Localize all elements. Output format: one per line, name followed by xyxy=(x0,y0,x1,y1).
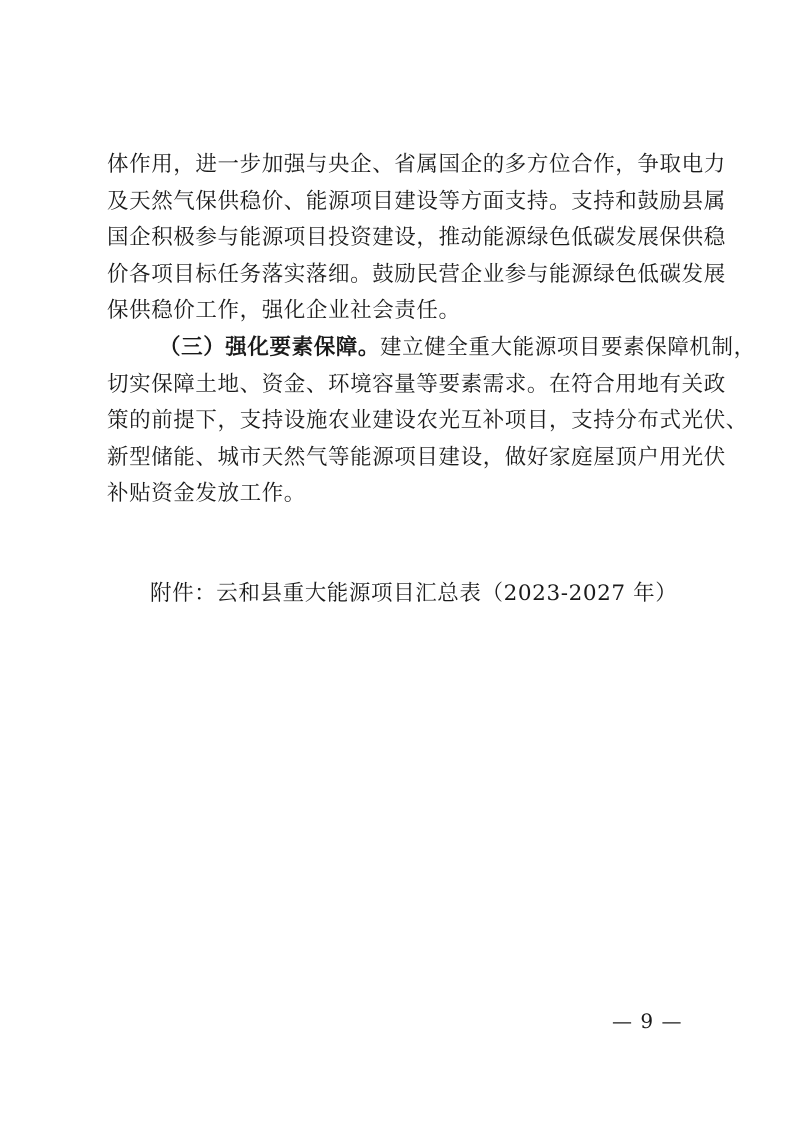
paragraph-2-line-1 xyxy=(107,330,756,367)
paragraph-1-line-3: 国企积极参与能源项目投资建设，推动能源绿色低碳发展保供稳 xyxy=(107,225,726,251)
page-number: — 9 — xyxy=(612,1009,683,1033)
paragraph-2-line-3: 策的前提下，支持设施农业建设农光互补项目，支持分布式光伏、 xyxy=(107,408,748,434)
paragraph-2 xyxy=(107,330,756,513)
paragraph-1-line-4: 价各项目标任务落实落细。鼓励民营企业参与能源绿色低碳发展 xyxy=(107,261,726,287)
paragraph-1 xyxy=(107,147,726,330)
paragraph-1-line-5: 保供稳价工作，强化企业社会责任。 xyxy=(107,298,461,324)
paragraph-2-line-1-text: 建立健全重大能源项目要素保障机制， xyxy=(380,334,756,360)
paragraph-1-line-2: 及天然气保供稳价、能源项目建设等方面支持。支持和鼓励县属 xyxy=(107,188,726,214)
paragraph-2-line-5: 补贴资金发放工作。 xyxy=(107,481,306,507)
attachment-line: 附件：云和县重大能源项目汇总表（2023-2027 年） xyxy=(150,581,678,606)
body-text xyxy=(107,147,756,513)
paragraph-2-line-4: 新型储能、城市天然气等能源项目建设，做好家庭屋顶户用光伏 xyxy=(107,444,726,470)
section-heading: （三）强化要素保障。 xyxy=(159,334,381,360)
paragraph-2-line-2: 切实保障土地、资金、环境容量等要素需求。在符合用地有关政 xyxy=(107,371,726,397)
paragraph-1-line-1: 体作用，进一步加强与央企、省属国企的多方位合作，争取电力 xyxy=(107,152,726,177)
